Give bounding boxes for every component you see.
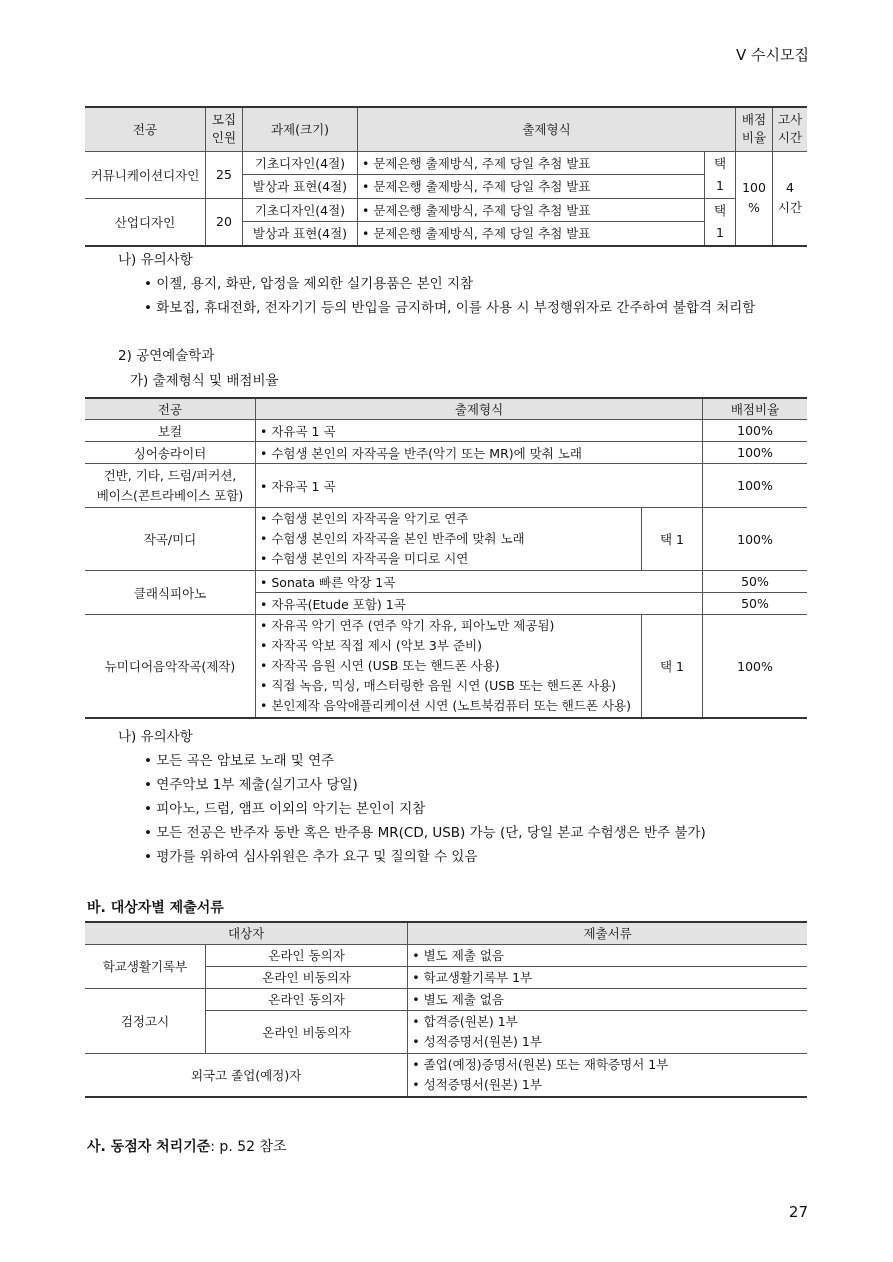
format-cell: [256, 508, 642, 571]
format-item: • 자작곡 음원 시연 (USB 또는 핸드폰 사용): [260, 656, 637, 676]
format-cell: • 문제은행 출제방식, 주제 당일 추첨 발표: [358, 151, 705, 175]
note-item: • 피아노, 드럼, 앰프 이외의 악기는 본인이 지참: [144, 797, 706, 821]
choice-cell: 택 1: [705, 198, 736, 246]
format-cell: • Sonata 빠른 악장 1곡: [256, 571, 703, 593]
notes2-title: 나) 유의사항: [118, 729, 193, 745]
format-cell: • 자유곡 1 곡: [256, 464, 703, 508]
ratio-cell: 50%: [703, 593, 808, 615]
format-cell: • 문제은행 출제방식, 주제 당일 추첨 발표: [358, 198, 705, 222]
format-cell: • 문제은행 출제방식, 주제 당일 추첨 발표: [358, 175, 705, 199]
th-docs: 제출서류: [408, 922, 807, 944]
th-task: 과제(크기): [243, 107, 358, 151]
major-cell: 클래식피아노: [85, 571, 256, 615]
format-cell: • 자유곡(Etude 포함) 1곡: [256, 593, 703, 615]
docs-cell: • 별도 제출 없음: [408, 988, 807, 1010]
th-ratio: 배점비율: [703, 398, 808, 420]
task-cell: 발상과 표현(4절): [243, 175, 358, 199]
format-item: • 본인제작 음악애플리케이션 시연 (노트북컴퓨터 또는 핸드폰 사용): [260, 696, 637, 716]
page-number: 27: [788, 1203, 808, 1221]
time-cell: 4 시간: [773, 151, 808, 246]
notes1: [118, 248, 755, 320]
choice-cell: 택 1: [642, 508, 703, 571]
ratio-cell: 100%: [703, 464, 808, 508]
docs-cell: • 별도 제출 없음: [408, 944, 807, 966]
choice-cell: 택 1: [642, 615, 703, 719]
task-cell: 기초디자인(4절): [243, 151, 358, 175]
target-cell: 학교생활기록부: [85, 944, 206, 988]
quota-cell: 25: [206, 151, 243, 198]
note-item: • 모든 곡은 암보로 노래 및 연주: [144, 749, 706, 773]
format-item: • 자유곡 악기 연주 (연주 악기 자유, 피아노만 제공됨): [260, 616, 637, 636]
task-cell: 기초디자인(4절): [243, 198, 358, 222]
format-item: • 수험생 본인의 자작곡을 미디로 시연: [260, 549, 637, 569]
format-cell: [256, 615, 642, 719]
section-sa: [87, 1136, 287, 1156]
format-item: • 직접 녹음, 믹싱, 매스터링한 음원 시연 (USB 또는 핸드폰 사용): [260, 676, 637, 696]
major-cell: 커뮤니케이션디자인: [85, 151, 206, 198]
target-cell: 외국고 졸업(예정)자: [85, 1053, 408, 1097]
ratio-cell: 100%: [703, 615, 808, 719]
doc-item: • 성적증명서(원본) 1부: [412, 1075, 803, 1095]
ratio-cell: 100%: [703, 508, 808, 571]
section2-subtitle: 가) 출제형식 및 배점비율: [130, 373, 279, 389]
th-format: 출제형식: [256, 398, 703, 420]
format-cell: • 자유곡 1 곡: [256, 420, 703, 442]
target-cell: 검정고시: [85, 988, 206, 1053]
performance-exam-table: [85, 397, 807, 719]
format-item: • 수험생 본인의 자작곡을 본인 반주에 맞춰 노래: [260, 529, 637, 549]
doc-item: • 졸업(예정)증명서(원본) 또는 재학증명서 1부: [412, 1055, 803, 1075]
th-major: 전공: [85, 107, 206, 151]
sub-target-cell: 온라인 비동의자: [206, 1010, 408, 1053]
ratio-cell: 100%: [703, 442, 808, 464]
sub-target-cell: 온라인 동의자: [206, 944, 408, 966]
th-format: 출제형식: [358, 107, 736, 151]
th-target: 대상자: [85, 922, 408, 944]
th-ratio: 배점 비율: [736, 107, 773, 151]
doc-item: • 합격증(원본) 1부: [412, 1012, 803, 1032]
format-cell: • 수험생 본인의 자작곡을 반주(악기 또는 MR)에 맞춰 노래: [256, 442, 703, 464]
major-cell: 싱어송라이터: [85, 442, 256, 464]
note-item: • 화보집, 휴대전화, 전자기기 등의 반입을 금지하며, 이를 사용 시 부정행위자로 간주하여 불합격 처리함: [144, 296, 755, 320]
th-quota: 모집 인원: [206, 107, 243, 151]
choice-cell: 택 1: [705, 151, 736, 198]
note-item: • 이젤, 용지, 화판, 압정을 제외한 실기용품은 본인 지참: [144, 272, 755, 296]
documents-table: [85, 921, 807, 1098]
major-cell: 보컬: [85, 420, 256, 442]
section2-title: 2) 공연예술학과: [118, 348, 215, 364]
section-sa-label: 사. 동점자 처리기준: [87, 1139, 211, 1155]
major-cell: 산업디자인: [85, 198, 206, 246]
ratio-cell: 50%: [703, 571, 808, 593]
note-item: • 연주악보 1부 제출(실기고사 당일): [144, 773, 706, 797]
docs-cell: • 학교생활기록부 1부: [408, 966, 807, 988]
section-ba-title: 바. 대상자별 제출서류: [87, 900, 224, 916]
format-item: • 수험생 본인의 자작곡을 악기로 연주: [260, 509, 637, 529]
note-item: • 평가를 위하여 심사위원은 추가 요구 및 질의할 수 있음: [144, 845, 706, 869]
design-exam-table: [85, 106, 807, 247]
th-major: 전공: [85, 398, 256, 420]
ratio-cell: 100 %: [736, 151, 773, 246]
format-cell: • 문제은행 출제방식, 주제 당일 추첨 발표: [358, 222, 705, 246]
quota-cell: 20: [206, 198, 243, 246]
sub-target-cell: 온라인 동의자: [206, 988, 408, 1010]
format-item: • 자작곡 악보 직접 제시 (악보 3부 준비): [260, 636, 637, 656]
sub-target-cell: 온라인 비동의자: [206, 966, 408, 988]
ratio-cell: 100%: [703, 420, 808, 442]
page-header: Ⅴ 수시모집: [736, 46, 809, 64]
th-time: 고사 시간: [773, 107, 808, 151]
major-cell: 뉴미디어음악작곡(제작): [85, 615, 256, 719]
notes2: [118, 725, 706, 869]
major-cell: 작곡/미디: [85, 508, 256, 571]
docs-cell: [408, 1053, 807, 1097]
section-sa-rest: : p. 52 참조: [210, 1139, 287, 1155]
doc-item: • 성적증명서(원본) 1부: [412, 1032, 803, 1052]
notes1-title: 나) 유의사항: [118, 252, 193, 268]
task-cell: 발상과 표현(4절): [243, 222, 358, 246]
docs-cell: [408, 1010, 807, 1053]
major-cell: 건반, 기타, 드럼/퍼커션, 베이스(콘트라베이스 포함): [85, 464, 256, 508]
note-item: • 모든 전공은 반주자 동반 혹은 반주용 MR(CD, USB) 가능 (단, 당일 본교 수험생은 반주 불가): [144, 821, 706, 845]
